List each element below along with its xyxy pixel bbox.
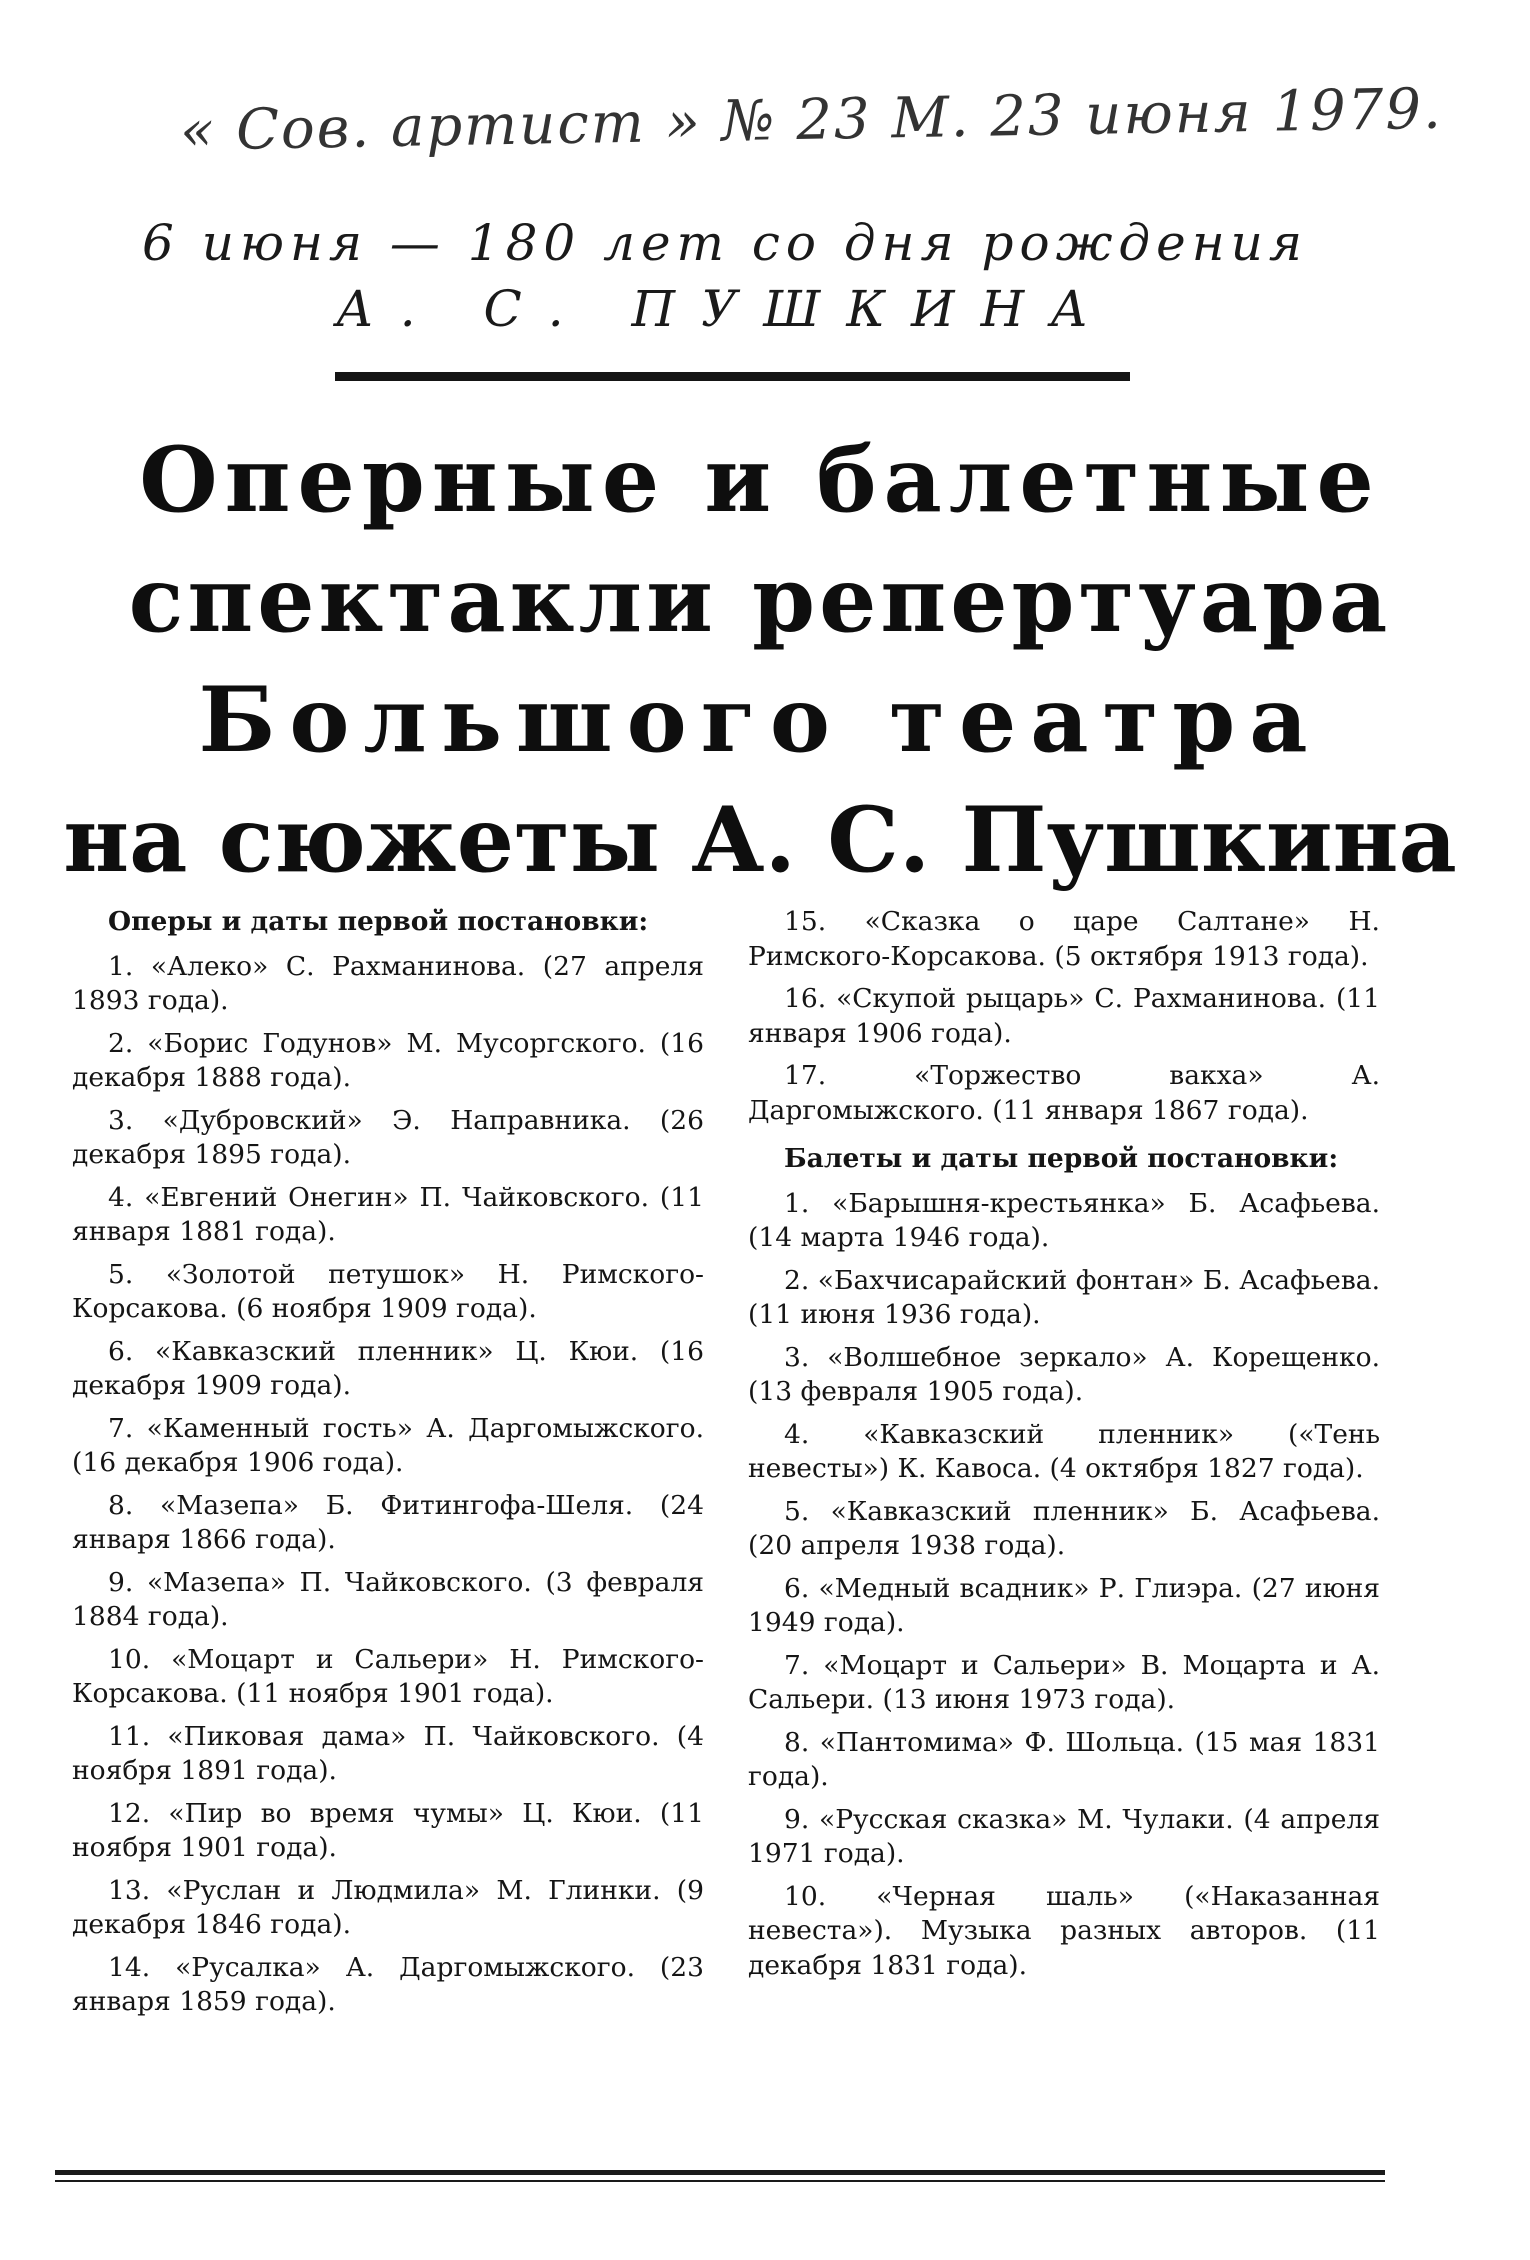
headline-line-3: Большого театра	[198, 667, 1322, 773]
ballet-item: 4. «Кавказский пленник» («Тень невесты») К. Кавоса. (4 октября 1827 года).	[748, 1418, 1380, 1484]
article-headline	[60, 420, 1460, 900]
headline-line-2: спектакли репертуара	[128, 547, 1392, 653]
opera-item: 10. «Моцарт и Сальери» Н. Римского-Корсакова. (11 ноября 1901 года).	[72, 1643, 704, 1709]
opera-item: 3. «Дубровский» Э. Направника. (26 декабря 1895 года).	[72, 1104, 704, 1170]
ballet-item: 8. «Пантомима» Ф. Шольца. (15 мая 1831 года).	[748, 1726, 1380, 1792]
opera-item: 2. «Борис Годунов» М. Мусоргского. (16 декабря 1888 года).	[72, 1027, 704, 1093]
ballet-item: 1. «Барышня-крестьянка» Б. Асафьева. (14 марта 1946 года).	[748, 1187, 1380, 1253]
opera-item: 9. «Мазепа» П. Чайковского. (3 февраля 1884 года).	[72, 1566, 704, 1632]
ballet-item: 5. «Кавказский пленник» Б. Асафьева. (20 апреля 1938 года).	[748, 1495, 1380, 1561]
operas-heading: Оперы и даты первой постановки:	[108, 906, 649, 937]
ballet-item: 3. «Волшебное зеркало» А. Корещенко. (13 февраля 1905 года).	[748, 1341, 1380, 1407]
ballet-item: 6. «Медный всадник» Р. Глиэра. (27 июня 1949 года).	[748, 1572, 1380, 1638]
bottom-rule-divider-thin	[55, 2180, 1385, 2182]
opera-item: 8. «Мазепа» Б. Фитингофа-Шеля. (24 января 1866 года).	[72, 1489, 704, 1555]
opera-item: 6. «Кавказский пленник» Ц. Кюи. (16 декабря 1909 года).	[72, 1335, 704, 1401]
left-column	[72, 905, 704, 2028]
anniversary-line: 6 июня — 180 лет со дня рождения	[142, 214, 1308, 272]
opera-item: 1. «Алеко» С. Рахманинова. (27 апреля 1893 года).	[72, 950, 704, 1016]
ballet-item: 9. «Русская сказка» М. Чулаки. (4 апреля 1971 года).	[748, 1803, 1380, 1869]
opera-item: 5. «Золотой петушок» Н. Римского-Корсакова. (6 ноября 1909 года).	[72, 1258, 704, 1324]
headline-line-1: Оперные и балетные	[139, 427, 1381, 533]
opera-item: 17. «Торжество вакха» А. Даргомыжского. (11 января 1867 года).	[748, 1060, 1380, 1126]
ballet-item: 7. «Моцарт и Сальери» В. Моцарта и А. Сальери. (13 июня 1973 года).	[748, 1649, 1380, 1715]
opera-item: 16. «Скупой рыцарь» С. Рахманинова. (11 января 1906 года).	[748, 983, 1380, 1049]
anniversary-header	[120, 210, 1330, 342]
opera-item: 4. «Евгений Онегин» П. Чайковского. (11 января 1881 года).	[72, 1181, 704, 1247]
top-rule-divider	[335, 372, 1130, 381]
bottom-rule-divider	[55, 2170, 1385, 2175]
ballets-heading: Балеты и даты первой постановки:	[784, 1143, 1339, 1174]
anniversary-name: А. С. ПУШКИНА	[335, 280, 1115, 338]
opera-item: 12. «Пир во время чумы» Ц. Кюи. (11 ноября 1901 года).	[72, 1797, 704, 1863]
opera-item: 13. «Руслан и Людмила» М. Глинки. (9 декабря 1846 года).	[72, 1874, 704, 1940]
ballet-item: 2. «Бахчисарайский фонтан» Б. Асафьева. (11 июня 1936 года).	[748, 1264, 1380, 1330]
opera-item: 11. «Пиковая дама» П. Чайковского. (4 ноября 1891 года).	[72, 1720, 704, 1786]
right-column	[748, 905, 1380, 1991]
opera-item: 15. «Сказка о царе Салтане» Н. Римского-Корсакова. (5 октября 1913 года).	[748, 906, 1380, 972]
opera-item: 14. «Русалка» А. Даргомыжского. (23 января 1859 года).	[72, 1951, 704, 2017]
ballet-item: 10. «Черная шаль» («Наказанная невеста»). Музыка разных авторов. (11 декабря 1831 года).	[748, 1880, 1380, 1981]
headline-line-4: на сюжеты А. С. Пушкина	[63, 787, 1457, 893]
handwritten-annotation: « Сов. артист » № 23 М. 23 июня 1979.	[179, 76, 1444, 164]
opera-item: 7. «Каменный гость» А. Даргомыжского. (16 декабря 1906 года).	[72, 1412, 704, 1478]
